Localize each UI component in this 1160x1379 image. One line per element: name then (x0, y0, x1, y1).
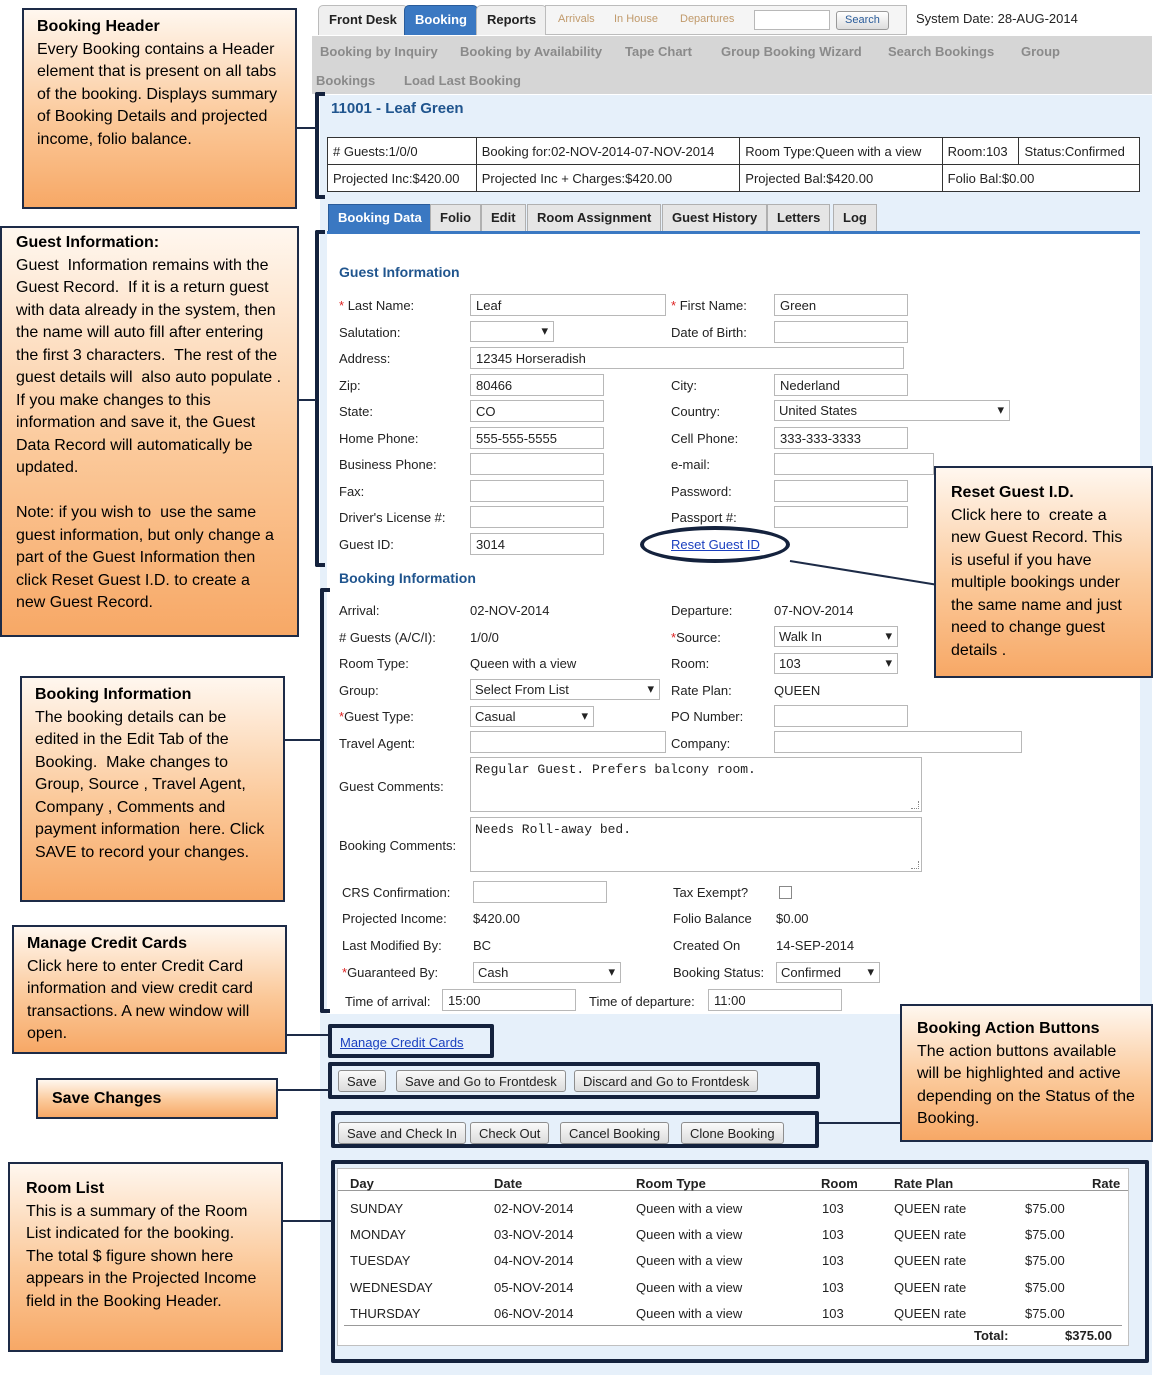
zip-label: Zip: (339, 378, 361, 393)
passport-field[interactable] (774, 506, 908, 528)
system-date: System Date: 28-AUG-2014 (916, 11, 1078, 26)
country-label: Country: (671, 404, 721, 419)
tab-booking[interactable]: Booking (404, 5, 478, 35)
room-list-header-room: Room (821, 1176, 858, 1191)
folio-balance-value: $0.00 (776, 911, 809, 926)
projected-income-value: $420.00 (473, 911, 520, 926)
pointer-room-list (283, 1220, 332, 1222)
room-list-cell: 103 (822, 1306, 844, 1321)
guest-type-label: *Guest Type: (339, 709, 414, 724)
license-field[interactable] (470, 506, 604, 528)
time-arrival-field[interactable] (442, 989, 576, 1011)
search-button[interactable]: Search (836, 11, 889, 30)
booking-status-label: Booking Status: (673, 965, 765, 980)
room-list-cell: 06-NOV-2014 (494, 1306, 574, 1321)
in-house-link[interactable]: In House (614, 13, 659, 25)
arrival-value: 02-NOV-2014 (470, 603, 550, 618)
group-label: Group: (339, 683, 379, 698)
room-list-cell: QUEEN rate (894, 1306, 967, 1321)
callout-guest-information: Guest Information: Guest Information remains with the Guest Record. If it is a return guest with data already in the system, then the name will auto fill after entering the first 3 characters. The rest of the guest details will also auto populate . If you make changes to this information and save it, the Guest Data Record will automatically be updated. Note: if you wish to use the same guest information, but only change a part of the Guest Information then click Reset Guest I.D. to create a new Guest Record. (0, 226, 299, 637)
header-status: Status:Confirmed (1019, 138, 1140, 165)
room-list-header-day: Day (350, 1176, 374, 1191)
pointer-header (297, 127, 317, 129)
nav-booking-by-availability[interactable]: Booking by Availability (460, 44, 603, 59)
home-phone-field[interactable] (470, 427, 604, 449)
city-field[interactable] (774, 374, 908, 396)
room-list-cell: 03-NOV-2014 (494, 1227, 574, 1242)
tab-log[interactable]: Log (833, 204, 877, 231)
guaranteed-by-select[interactable]: Cash ▾ (473, 962, 621, 983)
guaranteed-by-label: *Guaranteed By: (342, 965, 439, 980)
guest-id-label: Guest ID: (339, 537, 394, 552)
guests-count-value: 1/0/0 (470, 630, 499, 645)
room-list-cell: TUESDAY (350, 1253, 411, 1268)
cancel-booking-button[interactable]: Cancel Booking (560, 1122, 669, 1144)
room-list-cell: $75.00 (1025, 1201, 1065, 1216)
room-label: Room: (671, 656, 710, 671)
departures-link[interactable]: Departures (680, 13, 735, 25)
room-list-total-label: Total: (974, 1328, 1009, 1343)
group-select[interactable]: Select From List ▾ (470, 679, 660, 700)
booking-info-bracket (320, 588, 330, 1013)
guest-info-bracket (315, 230, 325, 567)
room-list-cell: THURSDAY (350, 1306, 421, 1321)
time-departure-field[interactable] (708, 989, 842, 1011)
header-projected-inc: Projected Inc:$420.00 (328, 165, 477, 192)
room-list-cell: 04-NOV-2014 (494, 1253, 574, 1268)
travel-agent-field[interactable] (470, 731, 666, 753)
departure-value: 07-NOV-2014 (774, 603, 854, 618)
room-list-cell: QUEEN rate (894, 1253, 967, 1268)
room-list-cell: 103 (822, 1280, 844, 1295)
room-select[interactable]: 103 ▾ (774, 653, 898, 674)
room-list-cell: Queen with a view (636, 1280, 743, 1295)
header-room: Room:103 (942, 138, 1019, 165)
booking-header-table (327, 137, 1140, 192)
room-list-header-rate-plan: Rate Plan (894, 1176, 954, 1191)
business-phone-field[interactable] (470, 453, 604, 475)
crs-label: CRS Confirmation: (342, 885, 451, 900)
address-label: Address: (339, 351, 391, 366)
last-name-field[interactable] (470, 294, 666, 316)
room-list-cell: 05-NOV-2014 (494, 1280, 574, 1295)
tab-reports[interactable]: Reports (476, 5, 547, 35)
callout-reset-guest-id: Reset Guest I.D. Click here to create a new Guest Record. This is useful if you have multiple bookings under the same name and just need to change guest details . (934, 466, 1153, 678)
header-folio-bal: Folio Bal:$0.00 (942, 165, 1139, 192)
booking-info-heading: Booking Information (339, 570, 476, 586)
sub-navigation (312, 36, 1152, 94)
booking-comments-textarea[interactable]: Needs Roll-away bed. (470, 817, 922, 872)
license-label: Driver's License #: (339, 510, 446, 525)
header-guests: # Guests:1/0/0 (328, 138, 477, 165)
tab-front-desk[interactable]: Front Desk (318, 5, 408, 35)
projected-income-label: Projected Income: (342, 911, 447, 926)
fax-field[interactable] (470, 480, 604, 502)
arrival-label: Arrival: (339, 603, 380, 618)
pointer-guest-info (299, 399, 316, 401)
room-list-header-rate: Rate (1092, 1176, 1121, 1191)
booking-status-select[interactable]: Confirmed ▾ (776, 962, 880, 983)
last-name-label: * Last Name: (339, 298, 415, 313)
nav-tape-chart[interactable]: Tape Chart (625, 44, 692, 59)
callout-manage-credit-cards: Manage Credit Cards Click here to enter Credit Card information and view credit card transactions. A new window will open. (12, 925, 287, 1054)
created-on-value: 14-SEP-2014 (776, 938, 855, 953)
header-projected-inc-charges: Projected Inc + Charges:$420.00 (476, 165, 740, 192)
header-booking-for: Booking for:02-NOV-2014-07-NOV-2014 (476, 138, 740, 165)
discard-and-go-frontdesk-button[interactable]: Discard and Go to Frontdesk (574, 1070, 758, 1092)
room-list-table (337, 1168, 1129, 1346)
created-on-label: Created On (673, 938, 741, 953)
header-room-type: Room Type:Queen with a view (740, 138, 942, 165)
room-list-cell: $75.00 (1025, 1227, 1065, 1242)
reset-guest-id-link[interactable]: Reset Guest ID (671, 537, 760, 552)
tab-guest-history[interactable]: Guest History (662, 204, 767, 231)
room-list-cell: $75.00 (1025, 1253, 1065, 1268)
booking-comments-label: Booking Comments: (339, 838, 457, 853)
guests-count-label: # Guests (A/C/I): (339, 630, 436, 645)
email-field[interactable] (774, 453, 934, 475)
header-bracket (315, 92, 325, 199)
room-list-cell: $75.00 (1025, 1280, 1065, 1295)
tax-exempt-label: Tax Exempt? (673, 885, 749, 900)
nav-load-last-booking[interactable]: Load Last Booking (404, 73, 521, 88)
email-label: e-mail: (671, 457, 711, 472)
pointer-booking-info (285, 739, 321, 741)
header-projected-bal: Projected Bal:$420.00 (740, 165, 942, 192)
po-number-field[interactable] (774, 705, 908, 727)
state-label: State: (339, 404, 373, 419)
room-list-cell: 103 (822, 1227, 844, 1242)
quick-search-bar (545, 5, 907, 35)
callout-room-list: Room List This is a summary of the Room List indicated for the booking. The total $ figure shown here appears in the Projected Income field in the Booking Header. (8, 1162, 283, 1352)
arrivals-link[interactable]: Arrivals (558, 13, 595, 25)
nav-search-bookings[interactable]: Search Bookings (888, 44, 995, 59)
travel-agent-label: Travel Agent: (339, 736, 416, 751)
pointer-save-changes (278, 1089, 330, 1091)
nav-group-booking-wizard[interactable]: Group Booking Wizard (721, 44, 862, 59)
rate-plan-label: Rate Plan: (671, 683, 732, 698)
room-list-header (338, 1169, 1128, 1191)
salutation-select[interactable] (470, 321, 554, 342)
room-list-total-divider (344, 1325, 1122, 1326)
room-list-cell: Queen with a view (636, 1227, 743, 1242)
room-list-cell: Queen with a view (636, 1253, 743, 1268)
cell-phone-label: Cell Phone: (671, 431, 739, 446)
first-name-label: * First Name: (671, 298, 747, 313)
rate-plan-value: QUEEN (774, 683, 821, 698)
crs-field[interactable] (473, 881, 607, 903)
address-field[interactable] (470, 347, 904, 369)
business-phone-label: Business Phone: (339, 457, 437, 472)
passport-label: Passport #: (671, 510, 737, 525)
tab-booking-data[interactable]: Booking Data (328, 204, 432, 231)
room-list-header-date: Date (494, 1176, 523, 1191)
source-select[interactable]: Walk In ▾ (774, 626, 898, 647)
company-field[interactable] (774, 731, 1022, 753)
room-list-cell: SUNDAY (350, 1201, 404, 1216)
dob-label: Date of Birth: (671, 325, 747, 340)
zip-field[interactable] (470, 374, 604, 396)
room-list-cell: $75.00 (1025, 1306, 1065, 1321)
room-list-cell: QUEEN rate (894, 1280, 967, 1295)
callout-booking-action-buttons: Booking Action Buttons The action buttons available will be highlighted and active depending on the Status of the Booking. (900, 1004, 1153, 1142)
nav-group-bookings-cont[interactable]: Bookings (316, 73, 376, 88)
guest-info-heading: Guest Information (339, 264, 460, 280)
room-type-value: Queen with a view (470, 656, 577, 671)
room-list-cell: 103 (822, 1253, 844, 1268)
check-out-button[interactable]: Check Out (470, 1122, 549, 1144)
quick-search-input[interactable] (754, 10, 830, 30)
save-and-go-frontdesk-button[interactable]: Save and Go to Frontdesk (396, 1070, 566, 1092)
country-select[interactable]: United States ▾ (774, 400, 1010, 421)
callout-booking-header: Booking Header Every Booking contains a Header element that is present on all tabs of the booking. Displays summary of Booking Details and projected income, folio balance. (22, 8, 297, 209)
room-list-total-value: $375.00 (1065, 1328, 1112, 1343)
guest-comments-label: Guest Comments: (339, 779, 444, 794)
city-label: City: (671, 378, 697, 393)
first-name-field[interactable] (774, 294, 908, 316)
state-field[interactable] (470, 400, 604, 422)
pointer-credit-cards (287, 1034, 328, 1036)
room-list-cell: Queen with a view (636, 1201, 743, 1216)
home-phone-label: Home Phone: (339, 431, 419, 446)
tab-edit[interactable]: Edit (481, 204, 526, 231)
callout-booking-information: Booking Information The booking details can be edited in the Edit Tab of the Booking. Make changes to Group, Source , Travel Agent, Company , Comments and payment information here. Click SAVE to record your changes. (20, 676, 285, 902)
source-label: *Source: (671, 630, 721, 645)
company-label: Company: (671, 736, 731, 751)
password-field[interactable] (774, 480, 908, 502)
callout-save-changes: Save Changes (36, 1078, 278, 1119)
password-label: Password: (671, 484, 732, 499)
time-arrival-label: Time of arrival: (345, 994, 431, 1009)
save-and-check-in-button[interactable]: Save and Check In (338, 1122, 466, 1144)
room-list-cell: WEDNESDAY (350, 1280, 433, 1295)
room-list-cell: 103 (822, 1201, 844, 1216)
room-list-header-room-type: Room Type (636, 1176, 706, 1191)
guest-comments-textarea[interactable]: Regular Guest. Prefers balcony room. (470, 757, 922, 812)
folio-balance-label: Folio Balance (673, 911, 752, 926)
nav-booking-by-inquiry[interactable]: Booking by Inquiry (320, 44, 438, 59)
guest-id-field[interactable] (470, 533, 604, 555)
booking-title: 11001 - Leaf Green (331, 100, 464, 117)
save-button[interactable]: Save (338, 1070, 386, 1092)
room-list-cell: MONDAY (350, 1227, 407, 1242)
departure-label: Departure: (671, 603, 733, 618)
tab-room-assignment[interactable]: Room Assignment (527, 204, 661, 231)
last-modified-label: Last Modified By: (342, 938, 442, 953)
manage-credit-cards-link[interactable]: Manage Credit Cards (340, 1035, 464, 1050)
time-departure-label: Time of departure: (589, 994, 695, 1009)
last-modified-value: BC (473, 938, 492, 953)
dob-field[interactable] (774, 321, 908, 343)
tax-exempt-checkbox[interactable] (779, 886, 792, 899)
room-list-cell: 02-NOV-2014 (494, 1201, 574, 1216)
guest-type-select[interactable]: Casual ▾ (470, 706, 594, 727)
room-list-cell: Queen with a view (636, 1306, 743, 1321)
po-number-label: PO Number: (671, 709, 744, 724)
nav-group-bookings[interactable]: Group (1021, 44, 1060, 59)
clone-booking-button[interactable]: Clone Booking (681, 1122, 784, 1144)
tab-letters[interactable]: Letters (767, 204, 830, 231)
pointer-action-buttons (819, 1122, 901, 1124)
tab-folio[interactable]: Folio (430, 204, 481, 231)
room-type-label: Room Type: (339, 656, 409, 671)
salutation-label: Salutation: (339, 325, 401, 340)
cell-phone-field[interactable] (774, 427, 908, 449)
room-list-cell: QUEEN rate (894, 1201, 967, 1216)
room-list-cell: QUEEN rate (894, 1227, 967, 1242)
fax-label: Fax: (339, 484, 365, 499)
